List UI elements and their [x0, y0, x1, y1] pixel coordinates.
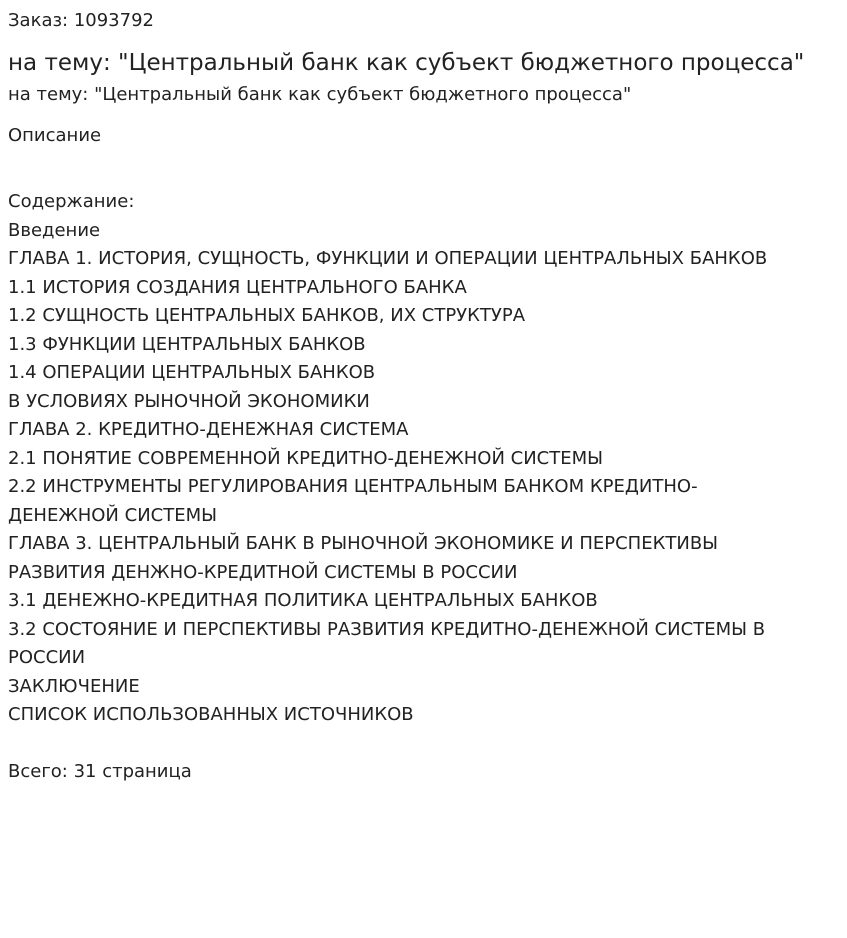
description-heading: Описание [8, 125, 102, 146]
page-title: на тему: "Центральный банк как субъект бюджетного процесса" [8, 50, 805, 76]
contents-line: ЗАКЛЮЧЕНИЕ [8, 675, 140, 697]
contents-line: ГЛАВА 2. КРЕДИТНО-ДЕНЕЖНАЯ СИСТЕМА [8, 419, 409, 440]
contents-line: 3.2 СОСТОЯНИЕ И ПЕРСПЕКТИВЫ РАЗВИТИЯ КРЕДИТНО-ДЕНЕЖНОЙ СИСТЕМЫ В [8, 618, 766, 640]
contents-line: Введение [8, 219, 101, 241]
contents-line: 2.1 ПОНЯТИЕ СОВРЕМЕННОЙ КРЕДИТНО-ДЕНЕЖНОЙ СИСТЕМЫ [8, 447, 604, 469]
contents-line: РОССИИ [8, 647, 86, 668]
contents-heading: Содержание: [8, 191, 135, 212]
contents-line: ДЕНЕЖНОЙ СИСТЕМЫ [8, 504, 218, 526]
page-subtitle: на тему: "Центральный банк как субъект бюджетного процесса" [8, 84, 632, 105]
contents-line: ГЛАВА 3. ЦЕНТРАЛЬНЫЙ БАНК В РЫНОЧНОЙ ЭКОНОМИКЕ И ПЕРСПЕКТИВЫ [8, 533, 719, 554]
contents-line: ГЛАВА 1. ИСТОРИЯ, СУЩНОСТЬ, ФУНКЦИИ И ОПЕРАЦИИ ЦЕНТРАЛЬНЫХ БАНКОВ [8, 248, 768, 269]
contents-line: 2.2 ИНСТРУМЕНТЫ РЕГУЛИРОВАНИЯ ЦЕНТРАЛЬНЫМ БАНКОМ КРЕДИТНО- [8, 476, 698, 497]
contents-line: 1.2 СУЩНОСТЬ ЦЕНТРАЛЬНЫХ БАНКОВ, ИХ СТРУКТУРА [8, 305, 526, 326]
contents-line: СПИСОК ИСПОЛЬЗОВАННЫХ ИСТОЧНИКОВ [8, 704, 414, 725]
contents-line: 1.4 ОПЕРАЦИИ ЦЕНТРАЛЬНЫХ БАНКОВ [8, 362, 376, 383]
order-number: Заказ: 1093792 [8, 10, 154, 31]
contents-line: 1.3 ФУНКЦИИ ЦЕНТРАЛЬНЫХ БАНКОВ [8, 333, 366, 355]
contents-line: 3.1 ДЕНЕЖНО-КРЕДИТНАЯ ПОЛИТИКА ЦЕНТРАЛЬНЫХ БАНКОВ [8, 590, 598, 611]
table-of-contents [8, 188, 840, 730]
contents-line: В УСЛОВИЯХ РЫНОЧНОЙ ЭКОНОМИКИ [8, 390, 370, 412]
document-page [8, 0, 840, 787]
total-pages: Всего: 31 страница [8, 761, 192, 782]
contents-line: РАЗВИТИЯ ДЕНЖНО-КРЕДИТНОЙ СИСТЕМЫ В РОССИИ [8, 561, 518, 583]
contents-line: 1.1 ИСТОРИЯ СОЗДАНИЯ ЦЕНТРАЛЬНОГО БАНКА [8, 276, 467, 298]
